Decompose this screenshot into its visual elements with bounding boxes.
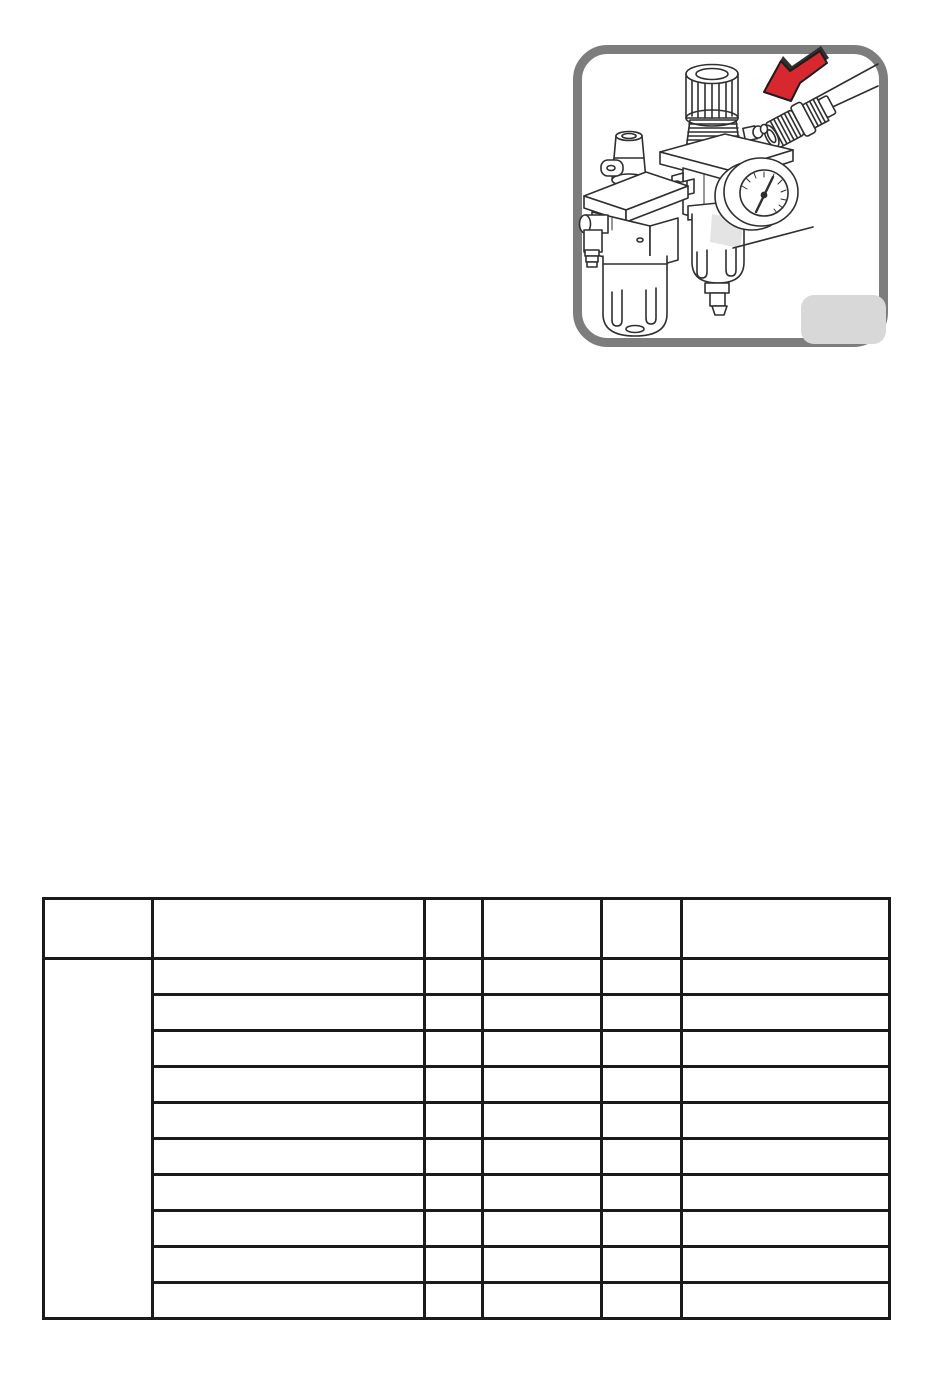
table-row [44,1211,890,1247]
table-cell [483,1103,602,1139]
table-cell [682,1103,890,1139]
header-row [44,899,890,959]
table-cell [483,1247,602,1283]
table-cell [483,1211,602,1247]
table-cell [425,1211,483,1247]
corner-badge [801,295,886,344]
table-cell [602,1031,682,1067]
table-cell [602,1103,682,1139]
regulator-knob [686,65,738,127]
table-row [44,1247,890,1283]
table-cell [483,1139,602,1175]
header-cell [153,899,425,959]
table-row [44,1031,890,1067]
table-cell [153,1103,425,1139]
table-cell [425,1103,483,1139]
merged-first-column-cell [44,959,153,1319]
table-cell [425,959,483,995]
header-cell [602,899,682,959]
table-cell [602,1139,682,1175]
lubricator-bowl [603,256,667,336]
table-row [44,959,890,995]
table-cell [602,959,682,995]
table-cell [682,1031,890,1067]
table-cell [682,959,890,995]
table-cell [682,1283,890,1319]
table-cell [602,1247,682,1283]
table-cell [425,1175,483,1211]
table-row [44,1103,890,1139]
table-cell [682,995,890,1031]
table-cell [425,1247,483,1283]
table-cell [425,1031,483,1067]
table-cell [153,1175,425,1211]
table-cell [153,1211,425,1247]
table-row [44,1067,890,1103]
table-cell [483,959,602,995]
table-cell [682,1175,890,1211]
table-cell [483,995,602,1031]
table-cell [602,1067,682,1103]
table-cell [153,1247,425,1283]
header-cell [682,899,890,959]
table-cell [425,1283,483,1319]
table-cell [483,1283,602,1319]
table-cell [483,1175,602,1211]
header-cell [425,899,483,959]
table-row [44,1283,890,1319]
table-cell [682,1067,890,1103]
table-cell [153,1283,425,1319]
table-cell [682,1139,890,1175]
table-cell [425,995,483,1031]
table-cell [483,1067,602,1103]
header-cell [44,899,153,959]
table-cell [425,1139,483,1175]
table-cell [483,1031,602,1067]
table-cell [153,1067,425,1103]
table-row [44,1139,890,1175]
spec-table-header [44,899,890,959]
spec-table-body [44,959,890,1319]
table-cell [682,1247,890,1283]
header-cell [483,899,602,959]
table-row [44,1175,890,1211]
table-row [44,995,890,1031]
table-cell [602,995,682,1031]
table-cell [153,1139,425,1175]
table-cell [602,1175,682,1211]
table-cell [153,995,425,1031]
table-cell [153,1031,425,1067]
table-cell [682,1211,890,1247]
spec-table [42,897,891,1320]
mounting-ear [601,160,623,176]
table-cell [153,959,425,995]
table-cell [602,1283,682,1319]
table-cell [425,1067,483,1103]
table-cell [602,1211,682,1247]
